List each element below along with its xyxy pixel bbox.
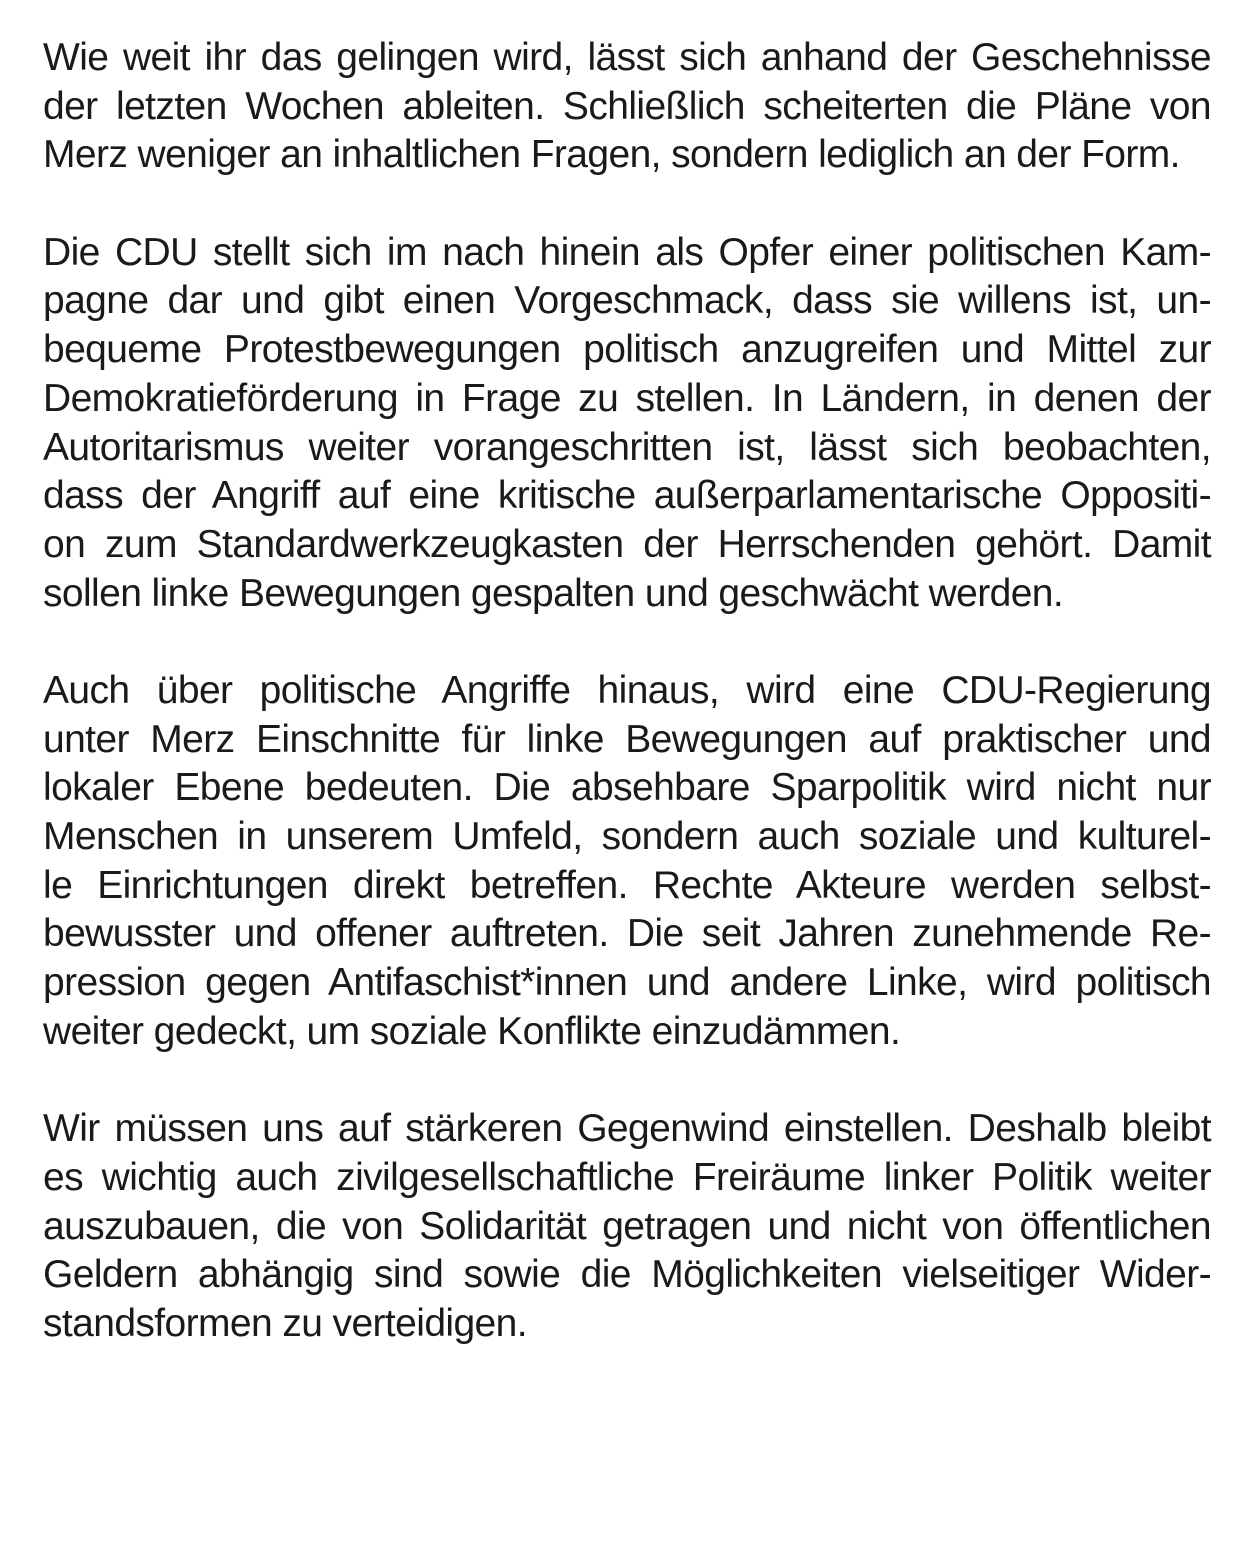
text-line: der letzten Wochen ableiten. Schließlich scheiterten die Pläne von [43,84,1211,128]
text-line: Wir müssen uns auf stärkeren Gegenwind einstellen. Deshalb bleibt [43,1107,1211,1151]
text-line: standsformen zu verteidigen. [43,1301,527,1345]
text-line: le Einrichtungen direkt betreffen. Rechte Akteure werden selbst- [43,863,1211,907]
text-line: pagne dar und gibt einen Vorgeschmack, dass sie willens ist, un- [43,279,1211,323]
paragraph-3 [43,667,1211,1057]
paragraph-1 [43,34,1211,180]
text-line: dass der Angriff auf eine kritische außerparlamentarische Oppositi- [43,474,1211,518]
text-line: Die CDU stellt sich im nach hinein als Opfer einer politischen Kam- [43,230,1211,274]
text-line: Geldern abhängig sind sowie die Möglichkeiten vielseitiger Wider- [43,1253,1211,1297]
paragraph-4 [43,1105,1211,1348]
text-line: es wichtig auch zivilgesellschaftliche Freiräume linker Politik weiter [43,1155,1211,1199]
text-line: bewusster und offener auftreten. Die seit Jahren zunehmende Re- [43,912,1211,956]
text-line: weiter gedeckt, um soziale Konflikte einzudämmen. [43,1009,901,1053]
body-text [43,34,1211,1397]
text-line: sollen linke Bewegungen gespalten und geschwächt werden. [43,571,1064,615]
text-line: Autoritarismus weiter vorangeschritten ist, lässt sich beobachten, [43,425,1211,469]
paragraph-2 [43,229,1211,619]
text-line: Auch über politische Angriffe hinaus, wird eine CDU-Regierung [43,668,1211,712]
text-line: unter Merz Einschnitte für linke Bewegungen auf praktischer und [43,717,1211,761]
text-line: lokaler Ebene bedeuten. Die absehbare Sparpolitik wird nicht nur [43,766,1211,810]
text-line: Wie weit ihr das gelingen wird, lässt sich anhand der Geschehnisse [43,36,1211,79]
text-line: bequeme Protestbewegungen politisch anzugreifen und Mittel zur [43,328,1211,372]
text-line: Demokratieförderung in Frage zu stellen. In Ländern, in denen der [43,376,1211,420]
text-line: on zum Standardwerkzeugkasten der Herrschenden gehört. Damit [43,522,1211,566]
text-line: auszubauen, die von Solidarität getragen und nicht von öffentlichen [43,1204,1211,1248]
text-line: Menschen in unserem Umfeld, sondern auch soziale und kulturel- [43,815,1211,858]
text-line: pression gegen Antifaschist*innen und andere Linke, wird politisch [43,961,1211,1005]
text-line: Merz weniger an inhaltlichen Fragen, sondern lediglich an der Form. [43,133,1180,177]
